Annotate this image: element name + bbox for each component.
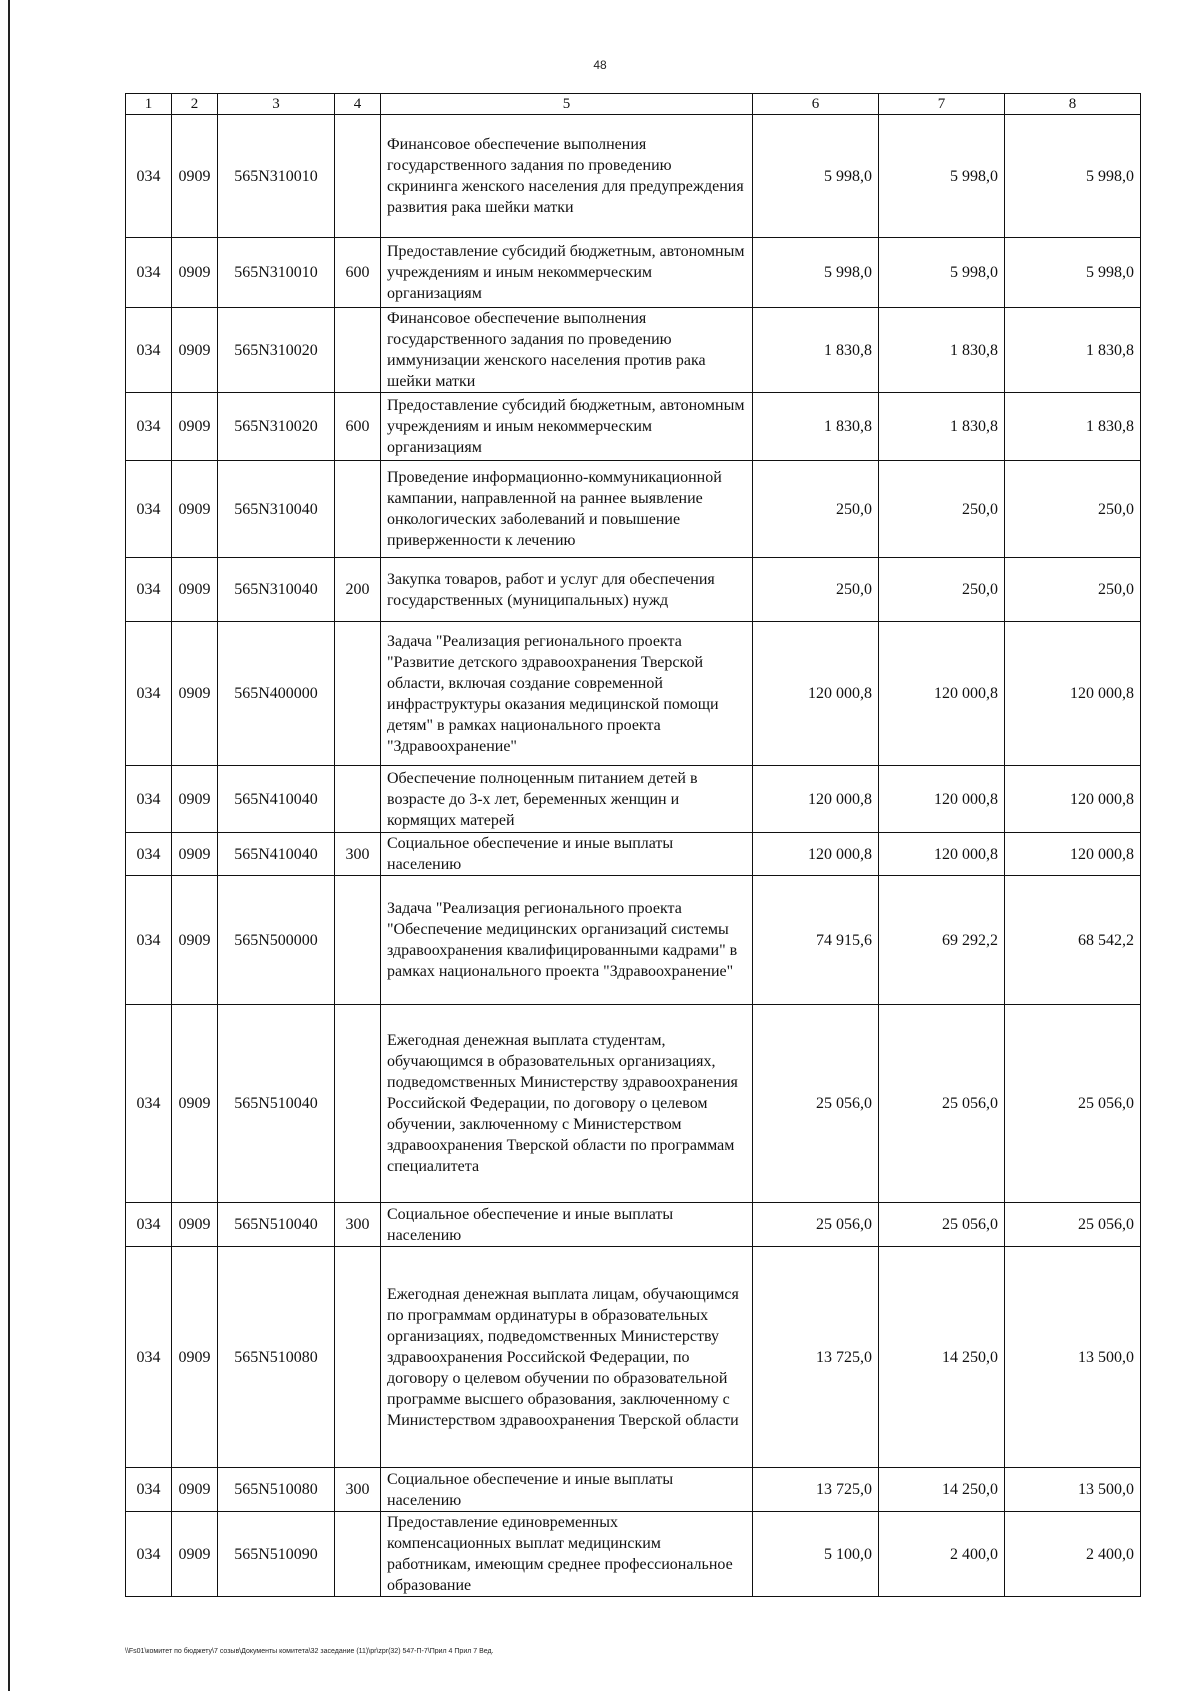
row-value-7: 14 250,0 (879, 1468, 1005, 1512)
row-value-7: 5 998,0 (879, 238, 1005, 308)
row-description: Задача "Реализация регионального проекта "Обеспечение медицинских организаций системы здравоохранения квалифицированными кадрами" в рамках национального проекта "Здравоохранение" (381, 876, 753, 1005)
row-value-6: 25 056,0 (753, 1005, 879, 1203)
row-col-3: 565N310020 (218, 308, 335, 393)
row-description: Предоставление единовременных компенсационных выплат медицинским работникам, имеющим среднее профессиональное образование (381, 1512, 753, 1597)
row-description: Ежегодная денежная выплата лицам, обучающимся по программам ординатуры в образовательных организациях, подведомственных Министерству здравоохранения Российской Федерации, по договору о целевом обучении по образовательной программе высшего образования, заключенному с Министерством здравоохранения Тверской области (381, 1247, 753, 1468)
row-col-2: 0909 (172, 876, 218, 1005)
row-col-2: 0909 (172, 833, 218, 876)
row-col-2: 0909 (172, 238, 218, 308)
row-description: Закупка товаров, работ и услуг для обеспечения государственных (муниципальных) нужд (381, 558, 753, 622)
row-value-8: 1 830,8 (1005, 393, 1141, 461)
row-description: Социальное обеспечение и иные выплаты населению (381, 1468, 753, 1512)
row-value-8: 1 830,8 (1005, 308, 1141, 393)
row-col-1: 034 (126, 1468, 172, 1512)
table-row (126, 308, 1141, 393)
table-row (126, 461, 1141, 558)
row-value-7: 5 998,0 (879, 115, 1005, 238)
header-col-1: 1 (126, 94, 172, 115)
row-description: Задача "Реализация регионального проекта "Развитие детского здравоохранения Тверской области, включая создание современной инфраструктуры оказания медицинской помощи детям" в рамках национального проекта "Здравоохранение" (381, 622, 753, 766)
row-col-4 (335, 876, 381, 1005)
row-col-4: 300 (335, 833, 381, 876)
row-col-3: 565N510090 (218, 1512, 335, 1597)
row-value-8: 120 000,8 (1005, 766, 1141, 833)
row-col-3: 565N310040 (218, 558, 335, 622)
row-value-6: 74 915,6 (753, 876, 879, 1005)
table-row (126, 1247, 1141, 1468)
row-value-8: 250,0 (1005, 558, 1141, 622)
row-value-7: 1 830,8 (879, 308, 1005, 393)
row-col-1: 034 (126, 766, 172, 833)
row-col-4: 600 (335, 393, 381, 461)
row-value-7: 14 250,0 (879, 1247, 1005, 1468)
row-col-4 (335, 461, 381, 558)
row-value-6: 5 998,0 (753, 115, 879, 238)
row-value-8: 13 500,0 (1005, 1468, 1141, 1512)
row-value-6: 250,0 (753, 461, 879, 558)
row-value-6: 5 100,0 (753, 1512, 879, 1597)
row-col-1: 034 (126, 393, 172, 461)
row-col-2: 0909 (172, 558, 218, 622)
row-col-1: 034 (126, 115, 172, 238)
row-value-8: 68 542,2 (1005, 876, 1141, 1005)
table-row (126, 833, 1141, 876)
row-value-6: 1 830,8 (753, 393, 879, 461)
row-value-8: 13 500,0 (1005, 1247, 1141, 1468)
header-col-3: 3 (218, 94, 335, 115)
row-col-3: 565N510040 (218, 1203, 335, 1247)
row-value-8: 2 400,0 (1005, 1512, 1141, 1597)
budget-table (125, 93, 1141, 1597)
row-col-2: 0909 (172, 115, 218, 238)
row-col-2: 0909 (172, 1005, 218, 1203)
row-value-7: 250,0 (879, 461, 1005, 558)
page-edge-line (8, 0, 10, 1691)
row-col-3: 565N510080 (218, 1247, 335, 1468)
row-value-7: 25 056,0 (879, 1005, 1005, 1203)
row-value-8: 5 998,0 (1005, 115, 1141, 238)
row-value-7: 2 400,0 (879, 1512, 1005, 1597)
table-row (126, 393, 1141, 461)
row-col-3: 565N510040 (218, 1005, 335, 1203)
table-row (126, 1005, 1141, 1203)
row-value-8: 120 000,8 (1005, 622, 1141, 766)
table-row (126, 876, 1141, 1005)
row-description: Проведение информационно-коммуникационной кампании, направленной на раннее выявление онкологических заболеваний и повышение приверженности к лечению (381, 461, 753, 558)
row-description: Ежегодная денежная выплата студентам, обучающимся в образовательных организациях, подведомственных Министерству здравоохранения Российской Федерации, по договору о целевом обучении, заключенному с Министерством здравоохранения Тверской области по программам специалитета (381, 1005, 753, 1203)
row-value-8: 250,0 (1005, 461, 1141, 558)
row-col-4: 300 (335, 1203, 381, 1247)
row-col-1: 034 (126, 308, 172, 393)
table-row (126, 1468, 1141, 1512)
row-col-3: 565N310010 (218, 238, 335, 308)
row-col-4: 200 (335, 558, 381, 622)
row-value-6: 13 725,0 (753, 1468, 879, 1512)
row-col-3: 565N400000 (218, 622, 335, 766)
row-col-2: 0909 (172, 1247, 218, 1468)
row-col-2: 0909 (172, 393, 218, 461)
row-col-3: 565N410040 (218, 766, 335, 833)
row-col-3: 565N310020 (218, 393, 335, 461)
row-description: Социальное обеспечение и иные выплаты населению (381, 1203, 753, 1247)
row-col-2: 0909 (172, 622, 218, 766)
row-description: Финансовое обеспечение выполнения государственного задания по проведению иммунизации женского населения против рака шейки матки (381, 308, 753, 393)
row-col-1: 034 (126, 622, 172, 766)
page-number: 48 (593, 58, 607, 72)
row-col-1: 034 (126, 876, 172, 1005)
row-value-6: 25 056,0 (753, 1203, 879, 1247)
row-value-8: 120 000,8 (1005, 833, 1141, 876)
row-description: Финансовое обеспечение выполнения государственного задания по проведению скрининга женского населения для предупреждения развития рака шейки матки (381, 115, 753, 238)
header-col-4: 4 (335, 94, 381, 115)
row-col-4 (335, 766, 381, 833)
row-value-7: 250,0 (879, 558, 1005, 622)
row-col-1: 034 (126, 558, 172, 622)
row-value-6: 1 830,8 (753, 308, 879, 393)
table-header-row (126, 94, 1141, 115)
table-row (126, 115, 1141, 238)
table-row (126, 622, 1141, 766)
row-col-4: 600 (335, 238, 381, 308)
row-value-6: 13 725,0 (753, 1247, 879, 1468)
row-col-2: 0909 (172, 766, 218, 833)
header-col-5: 5 (381, 94, 753, 115)
row-col-3: 565N410040 (218, 833, 335, 876)
row-value-7: 120 000,8 (879, 622, 1005, 766)
row-col-1: 034 (126, 1512, 172, 1597)
row-description: Предоставление субсидий бюджетным, автономным учреждениям и иным некоммерческим организациям (381, 238, 753, 308)
row-col-2: 0909 (172, 1203, 218, 1247)
table-row (126, 766, 1141, 833)
row-col-4 (335, 1005, 381, 1203)
row-value-6: 5 998,0 (753, 238, 879, 308)
table-row (126, 1512, 1141, 1597)
row-value-6: 250,0 (753, 558, 879, 622)
row-col-1: 034 (126, 833, 172, 876)
row-value-8: 25 056,0 (1005, 1203, 1141, 1247)
row-value-7: 120 000,8 (879, 766, 1005, 833)
row-value-7: 1 830,8 (879, 393, 1005, 461)
row-col-4 (335, 1247, 381, 1468)
row-col-1: 034 (126, 461, 172, 558)
row-col-2: 0909 (172, 461, 218, 558)
row-col-1: 034 (126, 1005, 172, 1203)
table-row (126, 1203, 1141, 1247)
row-col-2: 0909 (172, 1468, 218, 1512)
row-col-3: 565N500000 (218, 876, 335, 1005)
row-col-2: 0909 (172, 1512, 218, 1597)
row-value-7: 120 000,8 (879, 833, 1005, 876)
row-description: Обеспечение полноценным питанием детей в возрасте до 3-х лет, беременных женщин и кормящих матерей (381, 766, 753, 833)
row-value-7: 25 056,0 (879, 1203, 1005, 1247)
header-col-8: 8 (1005, 94, 1141, 115)
row-col-4: 300 (335, 1468, 381, 1512)
row-value-8: 25 056,0 (1005, 1005, 1141, 1203)
table-row (126, 238, 1141, 308)
row-col-4 (335, 1512, 381, 1597)
row-description: Социальное обеспечение и иные выплаты населению (381, 833, 753, 876)
row-col-4 (335, 622, 381, 766)
row-value-6: 120 000,8 (753, 766, 879, 833)
row-col-3: 565N310040 (218, 461, 335, 558)
row-col-4 (335, 115, 381, 238)
header-col-6: 6 (753, 94, 879, 115)
row-col-1: 034 (126, 1203, 172, 1247)
row-col-3: 565N510080 (218, 1468, 335, 1512)
row-value-8: 5 998,0 (1005, 238, 1141, 308)
file-path-footer: \\Fs01\комитет по бюджету\7 созыв\Документы комитета\32 заседание (11)\pr\zpr(32) 547-П-7\Прил 4 Прил 7 Вед. (125, 1648, 494, 1655)
row-col-1: 034 (126, 1247, 172, 1468)
table-row (126, 558, 1141, 622)
row-value-6: 120 000,8 (753, 833, 879, 876)
row-col-2: 0909 (172, 308, 218, 393)
row-col-3: 565N310010 (218, 115, 335, 238)
row-col-4 (335, 308, 381, 393)
row-col-1: 034 (126, 238, 172, 308)
row-description: Предоставление субсидий бюджетным, автономным учреждениям и иным некоммерческим организациям (381, 393, 753, 461)
row-value-6: 120 000,8 (753, 622, 879, 766)
row-value-7: 69 292,2 (879, 876, 1005, 1005)
header-col-7: 7 (879, 94, 1005, 115)
header-col-2: 2 (172, 94, 218, 115)
